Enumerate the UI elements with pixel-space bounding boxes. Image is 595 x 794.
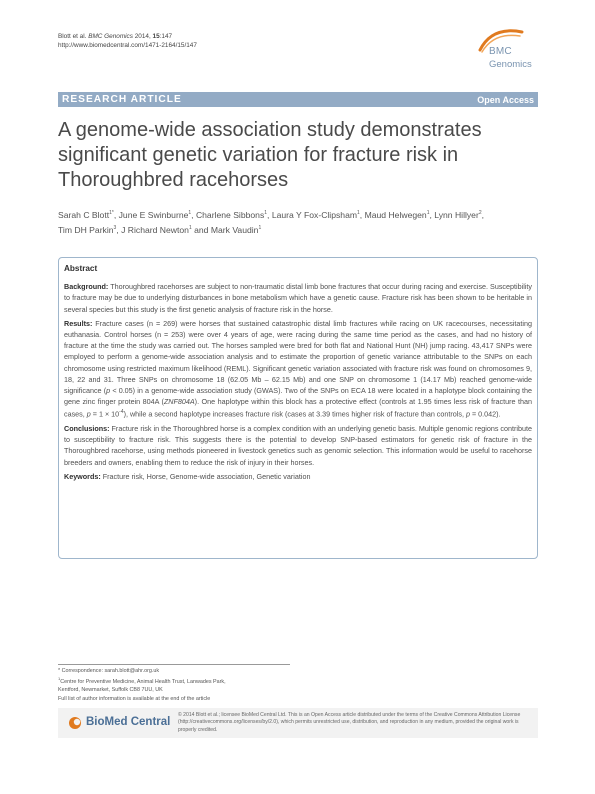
author-affiliation-mark: 1: [258, 224, 262, 231]
author: J Richard Newton: [121, 224, 189, 235]
article-type: RESEARCH ARTICLE: [62, 93, 182, 105]
authors-and: and: [194, 224, 209, 235]
background-label: Background:: [64, 282, 109, 292]
conclusions-label: Conclusions:: [64, 424, 110, 434]
article-banner: [58, 92, 538, 107]
author: Tim DH Parkin: [58, 224, 114, 235]
gene-name: ZNF804A: [163, 397, 195, 407]
author: June E Swinburne: [118, 209, 189, 220]
bmc-genomics-logo: [472, 24, 552, 79]
results-text: = 0.042).: [469, 409, 501, 419]
citation-header: [58, 32, 197, 50]
citation-journal: BMC Genomics: [88, 33, 133, 40]
results-label: Results:: [64, 318, 93, 328]
author: Lynn Hillyer: [434, 209, 479, 220]
citation-url[interactable]: http://www.biomedcentral.com/1471-2164/15/147: [58, 42, 197, 49]
affiliation-1: [58, 675, 358, 686]
results-text: Fracture cases (n = 269) were horses that sustained catastrophic distal limb fractures while racing on UK racecourses, necessitating euthanasia. Control horses (n = 253) were over 4 years of age, were racing during the same time period as the cases, and had no history of fracture at the time the study was carried out. The horses sampled were bred for both flat and National Hunt (NH) jump racing. 43,417 SNPs were employed to perform a genome-wide association analysis and to estimate the proportion of genetic variance attributable to the SNPs on each chromosome using restricted maximum likelihood (REML). Significant genetic variation associated with fracture risk was found on chromosomes 9, 18, 22 and 31. Three SNPs on chromosome 18 (62.05 Mb – 62.15 Mb) and one SNP on chromosome 1 (14.17 Mb) reached genome-wide significance (: [64, 318, 532, 396]
author: Laura Y Fox-Clipsham: [271, 209, 358, 220]
author-affiliation-mark: 2: [478, 210, 482, 216]
author: Maud Helwegen: [364, 209, 427, 220]
author-affiliation-mark: 3: [113, 224, 117, 231]
bmc-arc-icon: [472, 24, 552, 79]
footnotes: [58, 667, 358, 703]
abstract-background: [64, 281, 532, 315]
footnote-divider: [58, 664, 290, 665]
p-value-symbol: p: [465, 409, 470, 419]
author-affiliation-mark: 1: [188, 224, 192, 231]
logo-line2: Genomics: [489, 59, 532, 70]
results-text: ). One haplotype within this block has a protective effect (controls at 1.95 times less risk of fracture than cases,: [64, 397, 532, 419]
results-text: = 1 × 10: [90, 409, 120, 419]
abstract-heading: Abstract: [64, 264, 98, 273]
abstract-keywords: [64, 471, 532, 482]
article-title: A genome-wide association study demonstrates significant genetic variation for fracture risk in Thoroughbred racehorses: [58, 119, 482, 191]
publisher-name: BioMed Central: [86, 716, 171, 728]
biomed-central-icon: [68, 716, 84, 730]
publisher-footer: [58, 708, 538, 738]
p-value-symbol: p: [86, 409, 91, 419]
author-affiliation-mark: 1: [264, 210, 268, 216]
background-text: Thoroughbred racehorses are subject to non-traumatic distal limb bone fractures that occur during racing and exercise. Susceptibility to fracture may be due to underlying disturbances in bone metabolism which have a genetic cause. Fracture risk has been shown to be heritable in several species but this study is the first genetic analysis of fracture risk in the horse.: [64, 282, 532, 314]
keywords-label: Keywords:: [64, 471, 101, 481]
abstract-results: [64, 318, 532, 420]
conclusions-text: Fracture risk in the Thoroughbred horse is a complex condition with an underlying genetic basis. Multiple genomic regions contribute to susceptibility to fracture risk. This suggests there is the potential to develop SNP-based estimators for genetic risk of fracture in the Thoroughbred racehorse, using methods pioneered in livestock genetics such as genomic selection. This information would be useful to racehorse breeders and owners, enabling them to reduce the risk of injury in their horses.: [64, 424, 532, 467]
affiliation-line2: Kentford, Newmarket, Suffolk CB8 7UU, UK: [58, 687, 163, 694]
author-affiliation-mark: 1: [188, 210, 192, 216]
author-affiliation-mark: 1: [426, 210, 430, 216]
p-value-symbol: p: [106, 386, 111, 396]
author: Sarah C Blott: [58, 209, 110, 220]
keywords-text: Fracture risk, Horse, Genome-wide association, Genetic variation: [102, 471, 311, 481]
affiliation-mark: 1: [58, 676, 61, 682]
author: Mark Vaudin: [210, 224, 259, 235]
affiliation-line1: Centre for Preventive Medicine, Animal Health Trust, Lanwades Park,: [60, 679, 226, 686]
abstract-box: [58, 257, 538, 559]
license-text: © 2014 Blott et al.; licensee BioMed Central Ltd. This is an Open Access article distributed under the terms of the Creative Commons Attribution License (http://creativecommons.org/licenses/by/2.0), which permits unrestricted use, distribution, and reproduction in any medium, provided the original work is properly credited.: [178, 712, 521, 733]
logo-line1: BMC: [489, 46, 512, 57]
author-list: Sarah C Blott$^{1*}$, June E Swinburne$^1$, Charlene Sibbons$^1$, Laura Y Fox-Clipsham$^1$, Maud Helwegen$^1$, Lynn Hillyer$^2$, Tim DH Parkin$^3$, J Richard Newton$^1$ and Mark Vaudin$^1$: [58, 209, 484, 235]
correspondence: * Correspondence: sarah.blott@ahr.org.uk: [58, 668, 160, 674]
citation-article: :147: [159, 33, 173, 40]
author-affiliation-mark: 1: [357, 210, 360, 216]
citation-volume: 15: [152, 33, 160, 40]
author-affiliation-mark: 1*: [109, 210, 114, 216]
citation-year: 2014,: [134, 33, 151, 40]
results-text: < 0.05) in a genome-wide association study (GWAS). Two of the SNPs on ECA 18 were located in a haplotype block containing the gene zinc finger protein 804A (: [64, 386, 532, 407]
abstract-conclusions: [64, 423, 532, 468]
results-text: ), while a second haplotype increases fracture risk (cases at 3.39 times higher risk of fracture than controls,: [123, 409, 466, 419]
full-list-note: Full list of author information is available at the end of the article: [58, 695, 211, 702]
citation-authors: Blott et al.: [58, 33, 87, 40]
exponent: -4: [119, 409, 124, 416]
open-access-label: Open Access: [477, 94, 534, 105]
author: Charlene Sibbons: [195, 209, 265, 220]
